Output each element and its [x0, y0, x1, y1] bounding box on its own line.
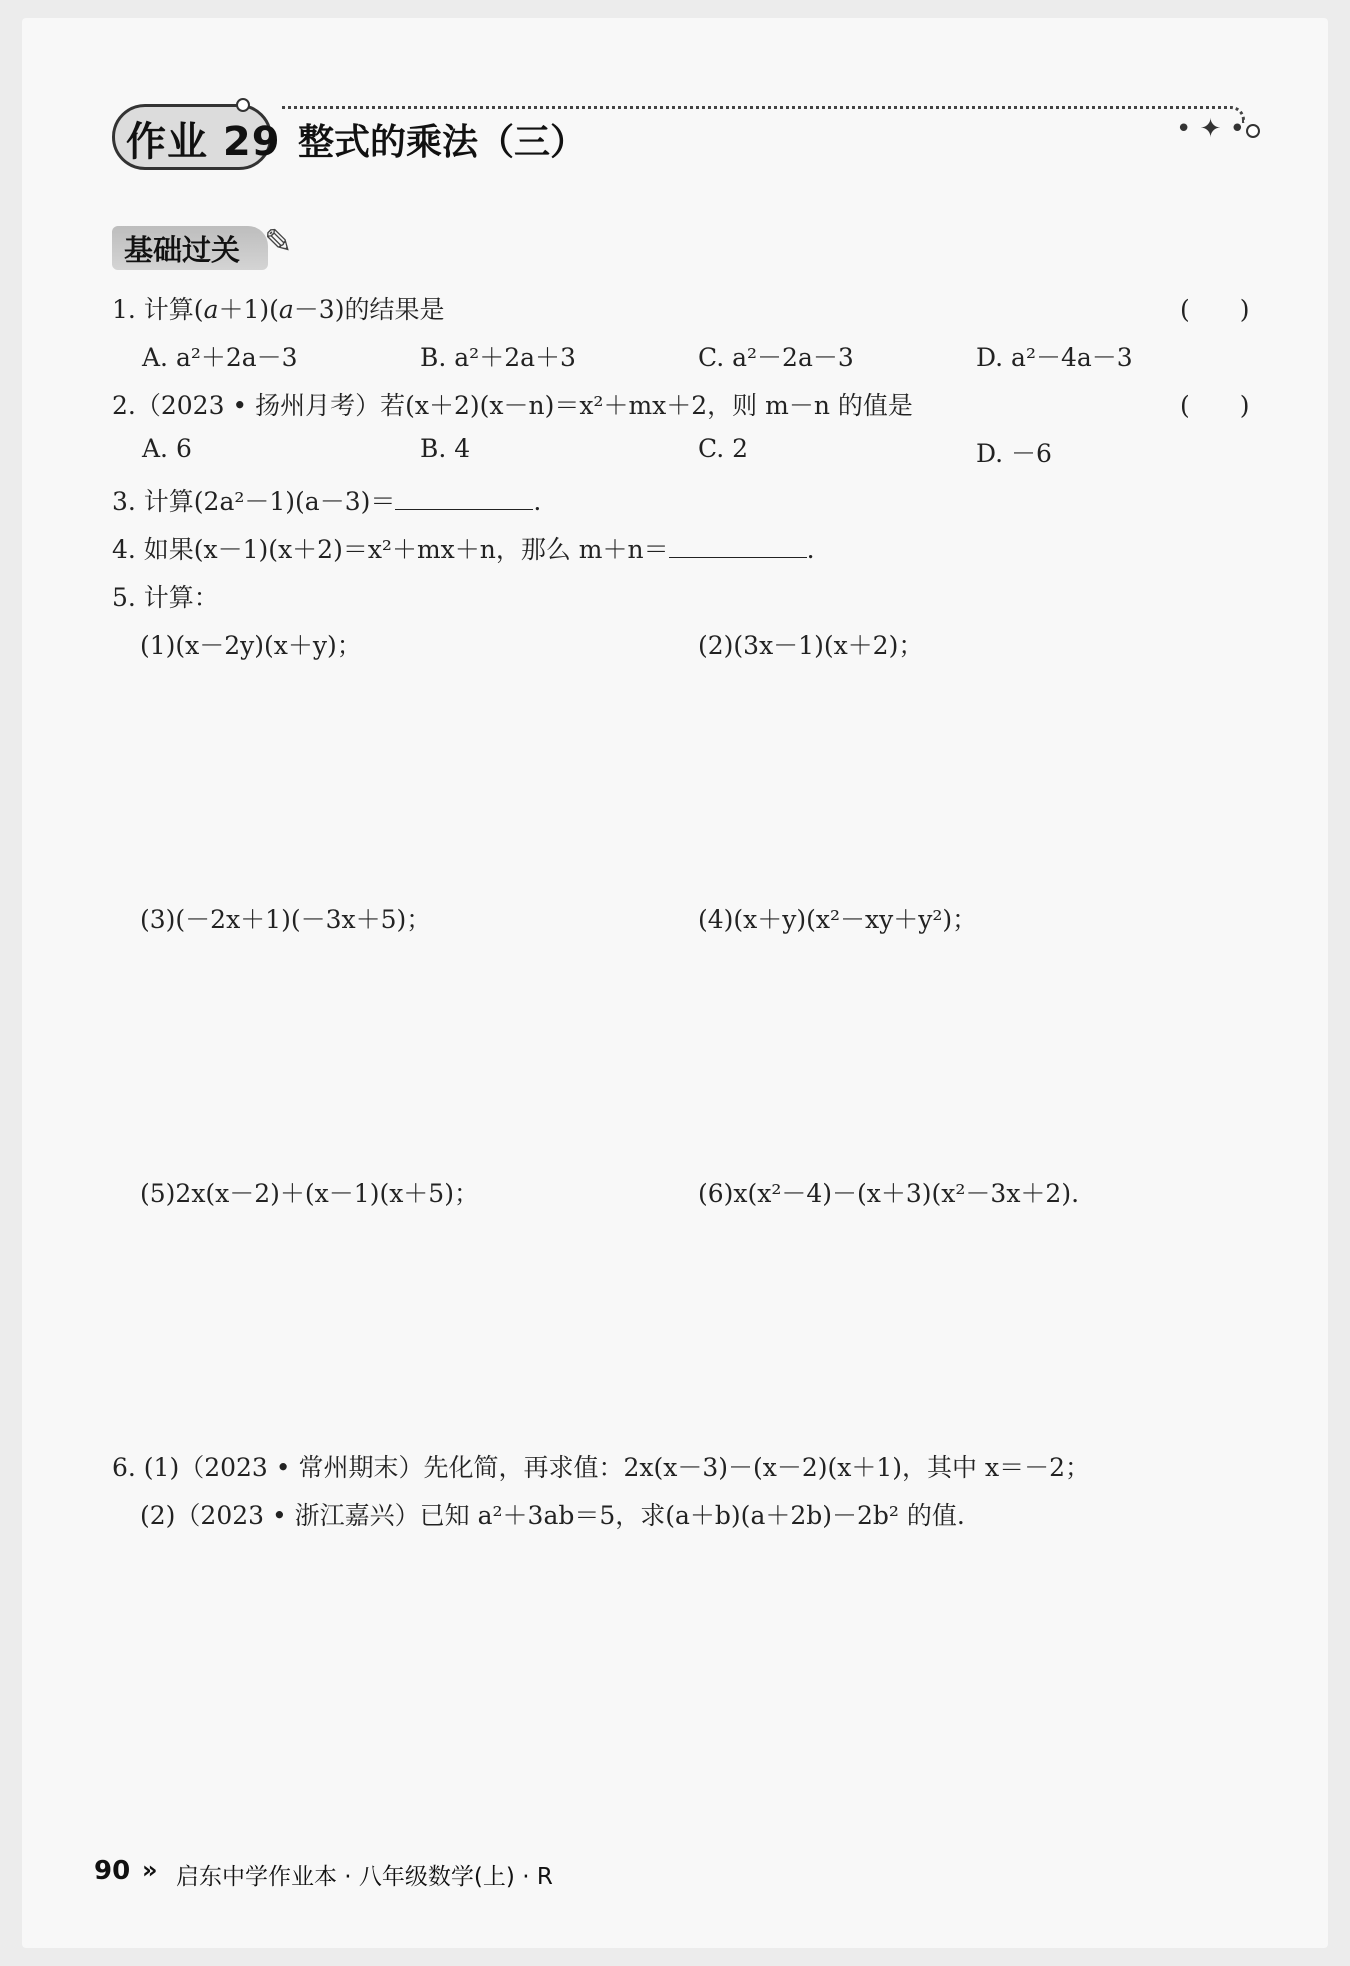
question-2-answer-bracket: ( ) [1180, 391, 1250, 420]
question-5-part-5: (5)2x(x－2)＋(x－1)(x＋5)； [140, 1179, 479, 1208]
question-1-option-b: B. a²＋2a＋3 [420, 343, 576, 372]
question-2-stem: 2.（2023 • 扬州月考）若(x＋2)(x－n)＝x²＋mx＋2，则 m－n 的值是 [112, 391, 913, 420]
question-4: 4. 如果(x－1)(x＋2)＝x²＋mx＋n，那么 m＋n＝ . [112, 535, 815, 564]
pencil-icon: ✎ [264, 222, 293, 262]
question-6-part-2: (2)（2023 • 浙江嘉兴）已知 a²＋3ab＝5，求(a＋b)(a＋2b)－2b² 的值. [140, 1501, 965, 1530]
question-5-stem: 5. 计算： [112, 583, 219, 612]
badge-dot-icon [236, 98, 250, 112]
answer-blank[interactable] [395, 487, 533, 510]
question-1-option-a: A. a²＋2a－3 [142, 343, 298, 372]
question-1-option-c: C. a²－2a－3 [698, 343, 854, 372]
question-3: 3. 计算(2a²－1)(a－3)＝ . [112, 487, 542, 516]
question-5-part-4: (4)(x＋y)(x²－xy＋y²)； [698, 905, 978, 934]
question-5-part-6: (6)x(x²－4)－(x＋3)(x²－3x＋2). [698, 1179, 1080, 1208]
sparkle-icon: • ✦ • [1176, 114, 1245, 144]
question-1-answer-bracket: ( ) [1180, 295, 1250, 324]
question-6-part-1: 6. (1)（2023 • 常州期末）先化简，再求值：2x(x－3)－(x－2)(x＋1)，其中 x＝－2； [112, 1453, 1090, 1482]
question-1-option-d: D. a²－4a－3 [976, 343, 1133, 372]
page-number: 90 [94, 1856, 131, 1886]
question-5-part-2: (2)(3x－1)(x＋2)； [698, 631, 924, 660]
question-2-option-c: C. 2 [698, 434, 749, 463]
question-2-option-b: B. 4 [420, 434, 471, 463]
question-2-option-d: D. －6 [976, 439, 1052, 468]
question-5-part-3: (3)(－2x＋1)(－3x＋5)； [140, 905, 432, 934]
header-end-circle-icon [1246, 124, 1260, 138]
section-title: 基础过关 [124, 233, 241, 267]
double-chevron-icon: » [142, 1856, 158, 1884]
question-5-part-1: (1)(x－2y)(x＋y)； [140, 631, 362, 660]
book-title: 启东中学作业本 · 八年级数学(上) · R [176, 1864, 553, 1890]
lesson-title: 整式的乘法（三） [298, 122, 587, 163]
question-2-option-a: A. 6 [142, 434, 192, 463]
question-1-stem: 1. 计算(a＋1)(a－3)的结果是 [112, 295, 445, 324]
answer-blank[interactable] [669, 535, 807, 558]
homework-number: 作业 29 [126, 119, 281, 165]
